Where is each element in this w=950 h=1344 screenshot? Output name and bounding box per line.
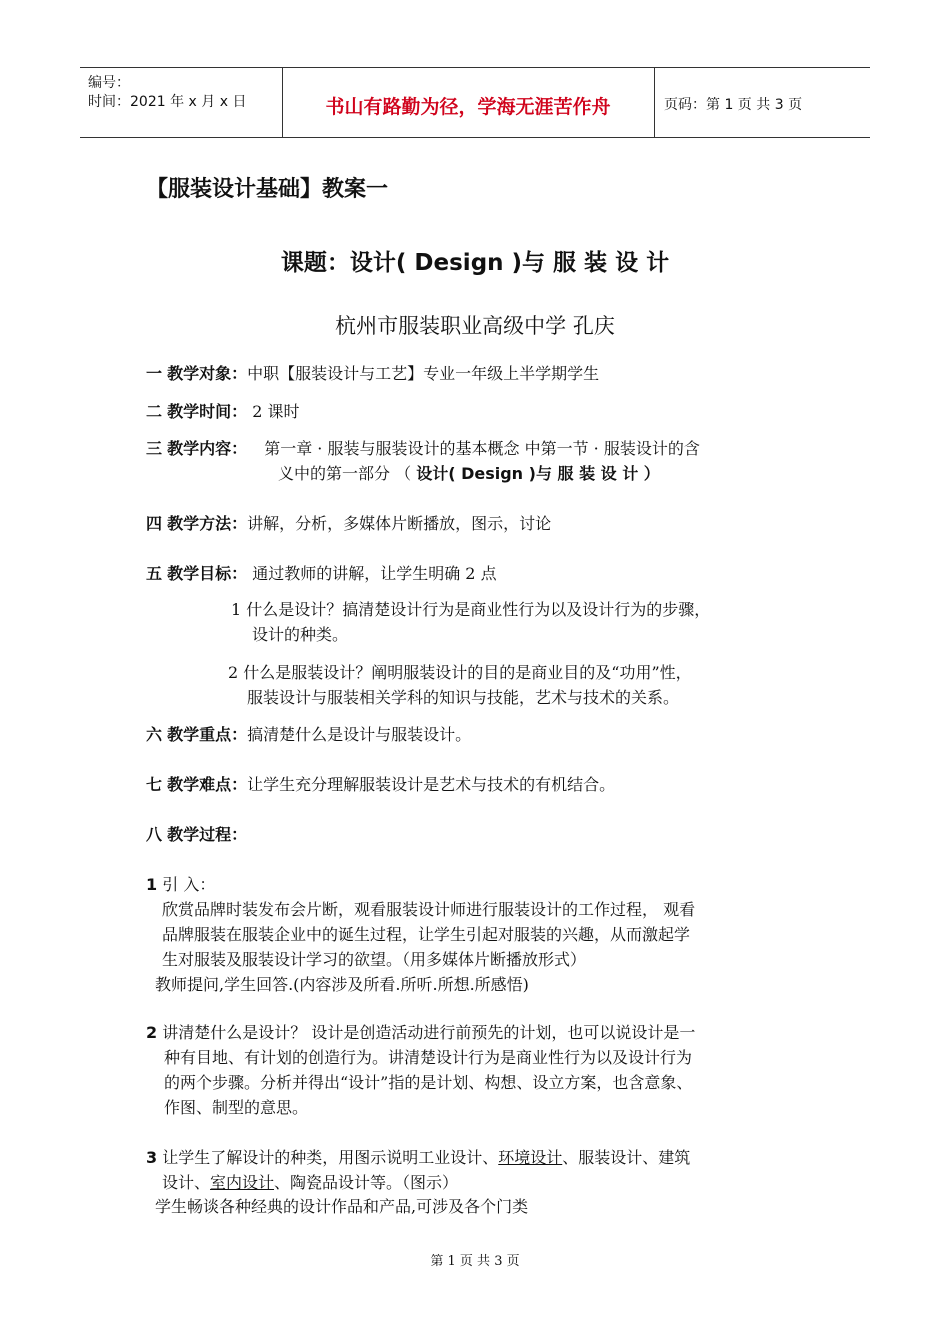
section-label: 教学重点： <box>167 725 248 744</box>
process-1-line-4: 教师提问,学生回答.(内容涉及所看.所听.所想.所感悟) <box>155 975 529 994</box>
section-text: 中职【服装设计与工艺】专业一年级上半学期学生 <box>247 364 600 383</box>
doc-title: 【服装设计基础】教案一 <box>146 177 389 202</box>
section-text: 第一章 · 服装与服装设计的基本概念 中第一节 · 服装设计的含 <box>264 439 700 458</box>
section-num: 二 <box>146 402 163 421</box>
process-1-line-1: 欣赏品牌时装发布会片断，观看服装设计师进行服装设计的工作过程， 观看 <box>162 900 696 919</box>
section-label: 教学对象： <box>167 364 248 383</box>
section-6 <box>146 722 471 745</box>
header-meta-cell <box>80 68 283 137</box>
section-num: 一 <box>146 364 163 383</box>
time-label: 时间：2021 年 x 月 x 日 <box>88 94 247 110</box>
process-2-line-3: 的两个步骤。分析并得出“设计”指的是计划、构想、设立方案，也含意象、 <box>164 1073 693 1092</box>
process-text: 、陶瓷品设计等。（图示） <box>274 1173 459 1192</box>
section-label: 教学方法： <box>167 514 248 533</box>
section-text: 2 课时 <box>247 402 300 421</box>
doc-author: 杭州市服装职业高级中学 孔庆 <box>335 314 615 338</box>
page-footer: 第 1 页 共 3 页 <box>430 1254 520 1269</box>
section-3-line-2 <box>278 461 660 484</box>
section-num: 四 <box>146 514 163 533</box>
process-text: 设计、 <box>162 1173 211 1192</box>
process-num: 3 <box>146 1148 158 1167</box>
process-link-text: 室内设计 <box>210 1173 275 1192</box>
section-text: 讲解，分析，多媒体片断播放，图示，讨论 <box>247 514 552 533</box>
doc-subject: 课题：设计( Design )与 服 装 设 计 <box>280 250 670 276</box>
section-label: 教学难点： <box>167 775 248 794</box>
motto: 书山有路勤为径，学海无涯苦作舟 <box>325 96 611 118</box>
process-2-line-4: 作图、制型的意思。 <box>164 1098 309 1117</box>
goal-1-line-2: 设计的种类。 <box>252 625 349 644</box>
goal-2-line-1: 2 什么是服装设计？阐明服装设计的目的是商业目的及“功用”性， <box>228 663 692 682</box>
section-7 <box>146 772 615 795</box>
section-text: 通过教师的讲解，让学生明确 2 点 <box>252 564 497 583</box>
serial-label: 编号： <box>88 75 130 91</box>
goal-2-line-2: 服装设计与服装相关学科的知识与技能，艺术与技术的关系。 <box>247 688 680 707</box>
process-text: 讲清楚什么是设计？ 设计是创造活动进行前预先的计划，也可以说设计是一 <box>162 1023 696 1042</box>
section-label: 教学过程： <box>167 825 248 844</box>
section-num: 八 <box>146 825 163 844</box>
header-page-cell <box>654 68 870 137</box>
process-num: 1 <box>146 875 158 894</box>
section-num: 三 <box>146 439 163 458</box>
process-3-line-2 <box>162 1170 458 1193</box>
goal-1-line-1: 1 什么是设计？搞清楚设计行为是商业性行为以及设计行为的步骤， <box>231 600 711 619</box>
section-5 <box>146 561 497 584</box>
process-text: 、服装设计、建筑 <box>562 1148 691 1167</box>
section-text: 搞清楚什么是设计与服装设计。 <box>247 725 472 744</box>
section-label: 教学目标： <box>167 564 248 583</box>
process-num: 2 <box>146 1023 158 1042</box>
section-3 <box>146 436 700 459</box>
section-2 <box>146 399 299 422</box>
section-4 <box>146 511 551 534</box>
section-text: 让学生充分理解服装设计是艺术与技术的有机结合。 <box>247 775 616 794</box>
process-link-text: 环境设计 <box>498 1148 563 1167</box>
process-text: 让学生了解设计的种类，用图示说明工业设计、 <box>162 1148 499 1167</box>
section-8 <box>146 822 247 845</box>
process-3-line-1 <box>146 1145 690 1168</box>
process-1-line-3: 生对服装及服装设计学习的欲望。（用多媒体片断播放形式） <box>162 950 587 969</box>
section-num: 七 <box>146 775 163 794</box>
section-label: 教学内容： <box>167 439 248 458</box>
section-1 <box>146 361 599 384</box>
section-text-bold: 设计( Design )与 服 装 设 计 ） <box>416 464 660 483</box>
section-num: 六 <box>146 725 163 744</box>
section-label: 教学时间： <box>167 402 248 421</box>
process-2-line-2: 种有目地、有计划的创造行为。讲清楚设计行为是商业性行为以及设计行为 <box>164 1048 693 1067</box>
header-motto-cell <box>282 68 655 137</box>
process-text: 引 入： <box>162 875 216 894</box>
page-info: 页码：第 1 页 共 3 页 <box>664 97 803 113</box>
section-num: 五 <box>146 564 163 583</box>
process-3-line-3: 学生畅谈各种经典的设计作品和产品,可涉及各个门类 <box>155 1197 529 1216</box>
process-1-head <box>146 872 215 895</box>
process-1-line-2: 品牌服装在服装企业中的诞生过程，让学生引起对服装的兴趣，从而激起学 <box>162 925 691 944</box>
process-2-line-1 <box>146 1020 695 1043</box>
section-text: 义中的第一部分 （ <box>278 464 417 483</box>
header-table <box>80 67 870 138</box>
